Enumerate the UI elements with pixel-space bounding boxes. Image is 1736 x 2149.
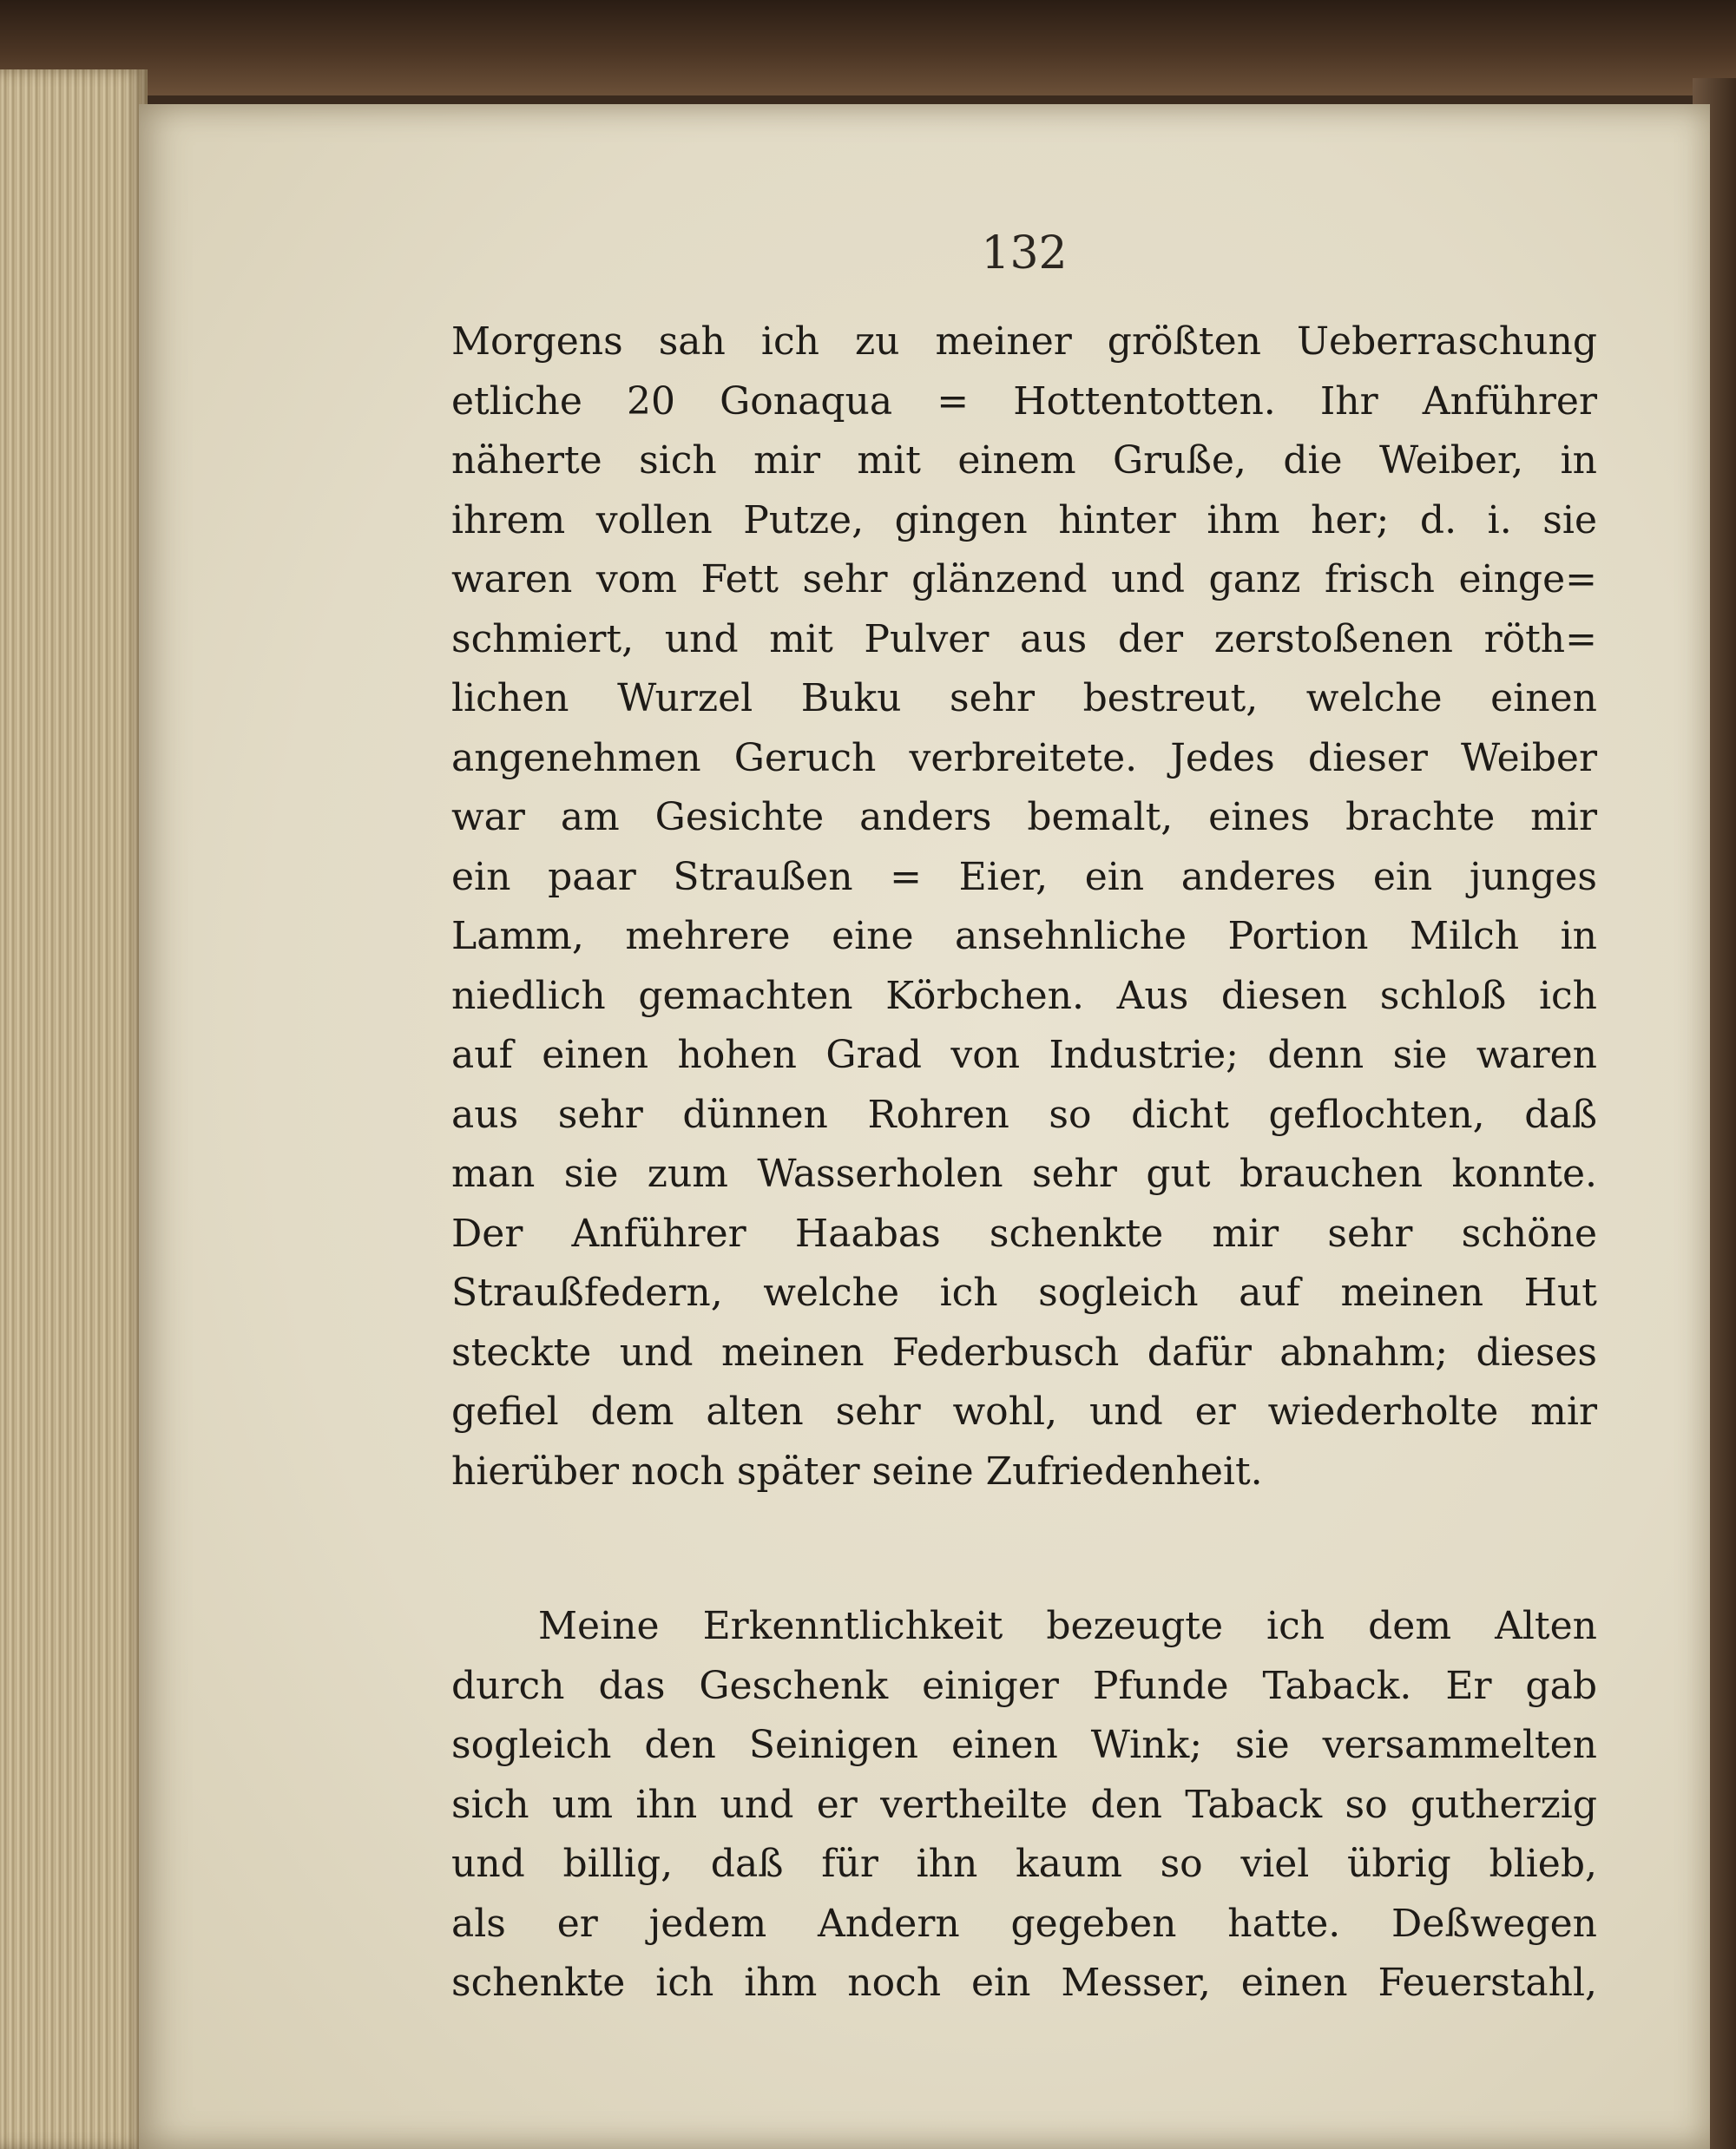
text-line: sich um ihn und er vertheilte den Taback so gutherzig	[451, 1782, 1597, 1827]
text-line: Meine Erkenntlichkeit bezeugte ich dem Alten	[538, 1604, 1597, 1648]
text-line: man sie zum Wasserholen sehr gut brauchen konnte.	[451, 1152, 1597, 1196]
text-line: etliche 20 Gonaqua = Hottentotten. Ihr Anführer	[451, 378, 1597, 424]
stacked-page-edges	[0, 69, 148, 2149]
text-line: schmiert, und mit Pulver aus der zerstoßenen röth=	[451, 616, 1597, 661]
text-line: Straußfedern, welche ich sogleich auf meinen Hut	[451, 1271, 1597, 1315]
book-cover-top	[0, 0, 1736, 95]
text-line: schenkte ich ihm noch ein Messer, einen Feuerstahl,	[451, 1961, 1597, 2005]
text-line: Morgens sah ich zu meiner größten Ueberraschung	[451, 319, 1597, 364]
text-line: niedlich gemachten Körbchen. Aus diesen schloß ich	[451, 973, 1597, 1018]
text-line: und billig, daß für ihn kaum so viel übrig blieb,	[451, 1842, 1597, 1886]
text-line: steckte und meinen Federbusch dafür abnahm; dieses	[451, 1330, 1597, 1375]
text-line: gefiel dem alten sehr wohl, und er wiederholte mir	[451, 1390, 1597, 1434]
text-line: als er jedem Andern gegeben hatte. Deßwegen	[451, 1901, 1597, 1946]
paragraph	[451, 312, 1597, 1502]
text-line: war am Gesichte anders bemalt, eines brachte mir	[451, 795, 1597, 839]
text-line: lichen Wurzel Buku sehr bestreut, welche einen	[451, 676, 1597, 720]
paragraph	[451, 1597, 1597, 2014]
text-line: angenehmen Geruch verbreitete. Jedes dieser Weiber	[451, 735, 1597, 780]
text-line: Der Anführer Haabas schenkte mir sehr schöne	[451, 1211, 1597, 1256]
text-line: ihrem vollen Putze, gingen hinter ihm her; d. i. sie	[451, 497, 1597, 542]
text-line: hierüber noch später seine Zufriedenheit.	[451, 1449, 1263, 1494]
text-line: sogleich den Seinigen einen Wink; sie versammelten	[451, 1723, 1597, 1767]
text-line: aus sehr dünnen Rohren so dicht geflochten, daß	[451, 1092, 1597, 1137]
body-text	[451, 312, 1597, 2014]
text-line: auf einen hohen Grad von Industrie; denn sie waren	[451, 1033, 1597, 1077]
text-line: durch das Geschenk einiger Pfunde Taback. Er gab	[451, 1663, 1597, 1708]
text-line: ein paar Straußen = Eier, ein anderes ein junges	[451, 854, 1597, 899]
text-line: Lamm, mehrere eine ansehnliche Portion Milch in	[451, 914, 1597, 958]
text-line: näherte sich mir mit einem Gruße, die Weiber, in	[451, 438, 1597, 483]
page-number: 132	[981, 227, 1068, 279]
text-line: waren vom Fett sehr glänzend und ganz frisch einge=	[451, 557, 1597, 601]
